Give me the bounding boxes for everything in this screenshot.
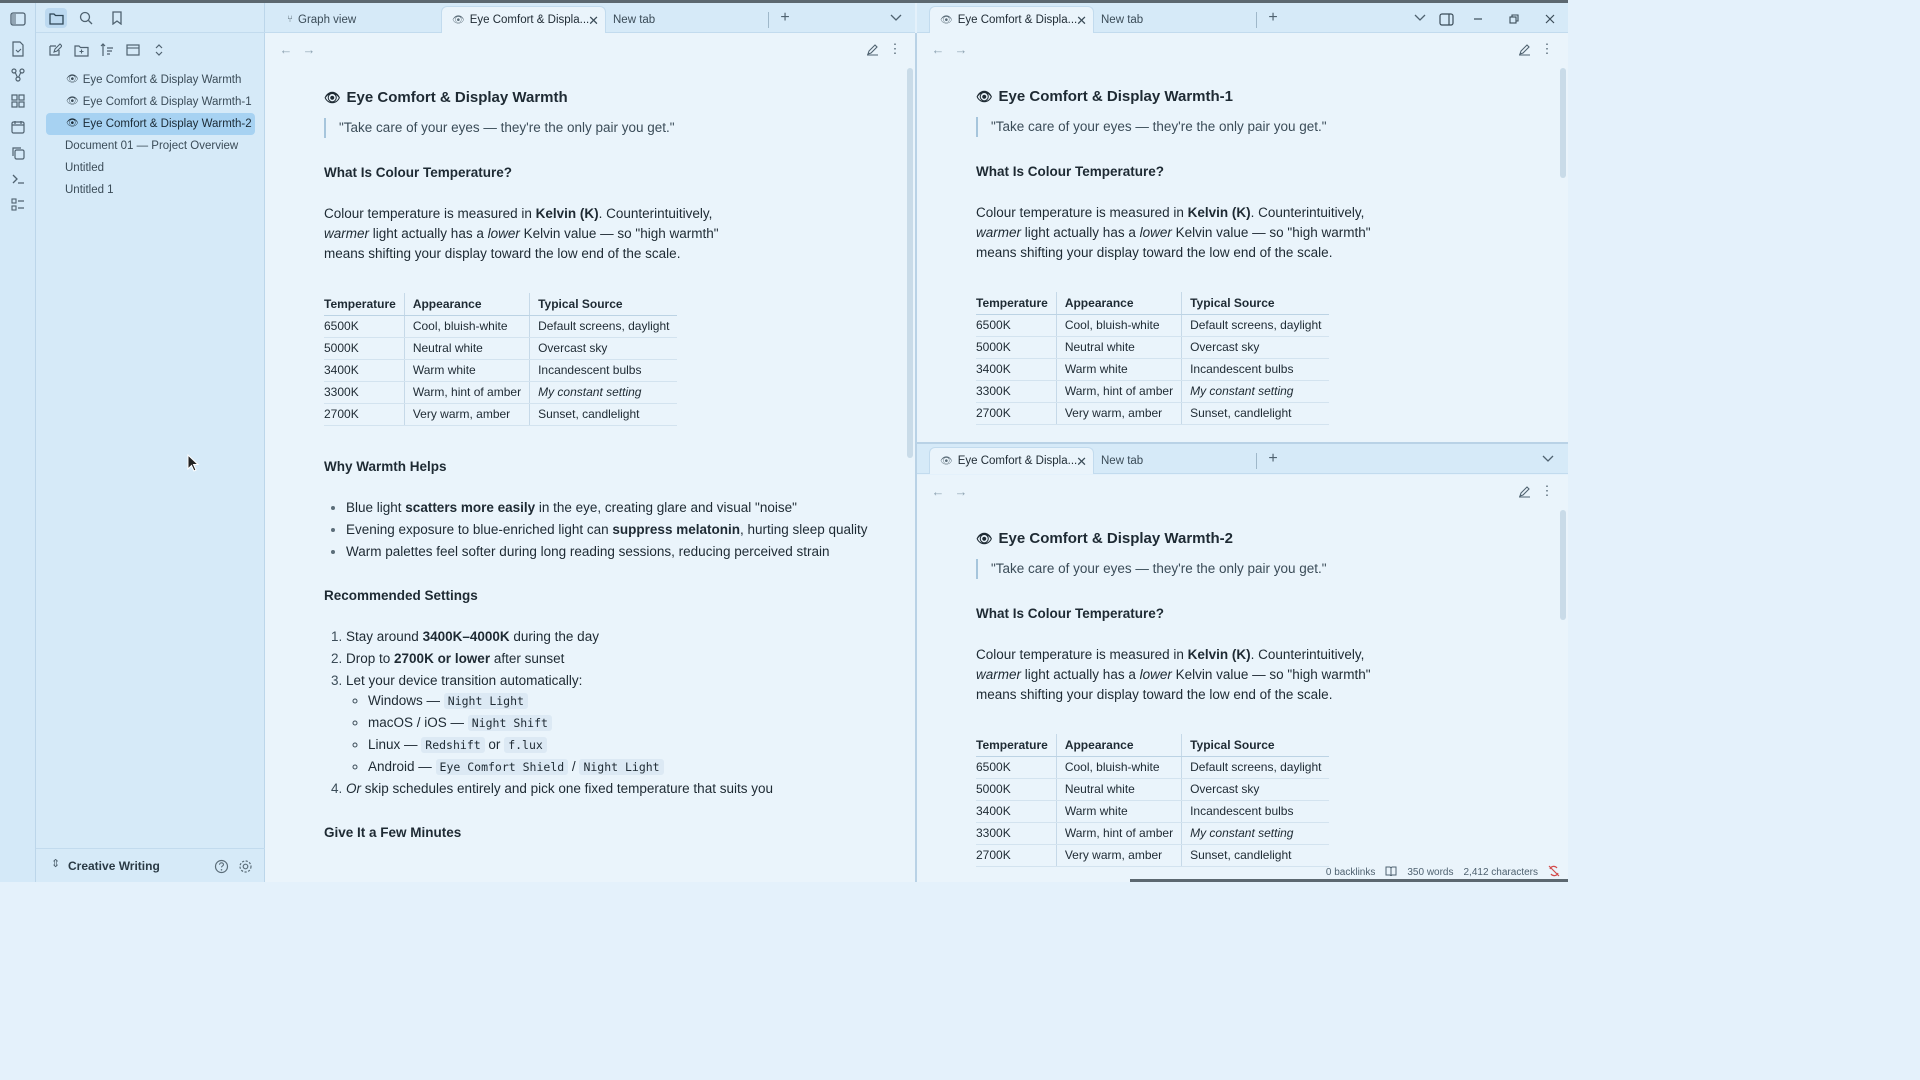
canvas-icon[interactable] <box>8 91 28 111</box>
table-cell: Incandescent bulbs <box>530 359 678 381</box>
table-cell: Cool, bluish-white <box>404 315 529 337</box>
text: Kelvin value — so "high warmth" <box>1171 225 1371 240</box>
tab-separator <box>768 12 769 28</box>
table-cell: 5000K <box>324 337 404 359</box>
graph-icon: ⑂ <box>287 14 293 25</box>
blockquote: "Take care of your eyes — they're the only pair you get." <box>976 559 1536 579</box>
eye-icon: 👁 <box>976 89 993 104</box>
file-label: Untitled <box>65 162 104 174</box>
list-item <box>368 713 884 733</box>
table-row <box>976 822 1329 844</box>
title-text: Eye Comfort & Display Warmth-1 <box>998 88 1234 105</box>
text: Kelvin value — so "high warmth" <box>519 226 719 241</box>
right-sidebar-toggle-icon[interactable] <box>1436 9 1456 29</box>
chevron-down-icon[interactable] <box>1538 449 1558 469</box>
close-window-icon[interactable] <box>1540 9 1560 29</box>
table-row <box>976 800 1329 822</box>
title-text: Eye Comfort & Display Warmth <box>346 89 568 106</box>
eye-icon: 👁 <box>66 118 79 129</box>
eye-icon: 👁 <box>452 14 465 26</box>
text: macOS / iOS — <box>368 714 468 730</box>
text: means shifting your display toward the low end of the scale. <box>324 246 681 261</box>
table-cell: 2700K <box>324 403 404 425</box>
table-header: Typical Source <box>1182 292 1330 314</box>
list-item <box>346 671 884 777</box>
table-cell: My constant setting <box>1182 822 1330 844</box>
table-cell: 6500K <box>976 756 1056 778</box>
text: / <box>568 758 580 774</box>
numbered-list <box>324 627 884 799</box>
tab-eye-comfort-1[interactable] <box>929 6 1094 33</box>
heading-why-warmth: Why Warmth Helps <box>324 458 447 474</box>
tab-separator <box>1256 453 1257 469</box>
eye-icon: 👁 <box>66 96 79 107</box>
heading-colour-temperature: What Is Colour Temperature? <box>976 164 1165 179</box>
right-bottom-tab-bar <box>917 444 1568 474</box>
close-icon[interactable]: ✕ <box>588 13 599 28</box>
note-title <box>976 529 1536 549</box>
table-cell: Very warm, amber <box>1056 844 1181 866</box>
close-icon[interactable]: ✕ <box>1076 13 1087 28</box>
bold-text: Kelvin (K) <box>1187 647 1251 662</box>
table-cell: Warm, hint of amber <box>404 381 529 403</box>
right-top-editor-pane <box>917 33 1568 442</box>
chevron-down-icon[interactable] <box>1410 8 1430 28</box>
table-cell: Cool, bluish-white <box>1056 756 1181 778</box>
bold-text: suppress melatonin <box>612 521 740 537</box>
bold-text: Kelvin (K) <box>535 206 599 221</box>
text: skip schedules entirely and pick one fixed temperature that suits you <box>361 780 773 796</box>
file-label: Eye Comfort & Display Warmth-2 <box>82 118 252 130</box>
file-item-eye-comfort[interactable] <box>46 69 255 91</box>
folder-icon[interactable] <box>45 8 67 28</box>
text: . Counterintuitively, <box>1250 205 1365 220</box>
table-cell: 3400K <box>324 359 404 381</box>
settings-gear-icon[interactable] <box>236 857 254 875</box>
scrollbar[interactable] <box>907 68 913 458</box>
text: means shifting your display toward the low end of the scale. <box>976 245 1333 260</box>
table-cell: Neutral white <box>1056 336 1181 358</box>
view-header <box>265 33 915 63</box>
italic-text: lower <box>487 226 520 241</box>
sidebar-tab-header <box>36 3 265 33</box>
file-explorer-sidebar <box>36 3 265 882</box>
edit-pencil-icon[interactable] <box>863 40 881 58</box>
text: light actually has a <box>1021 225 1140 240</box>
table-cell: Default screens, daylight <box>530 315 678 337</box>
heading-give-it-minutes: Give It a Few Minutes <box>324 824 462 840</box>
right-bottom-editor-pane <box>917 475 1568 882</box>
table-cell: 3300K <box>324 381 404 403</box>
mouse-cursor-icon <box>187 454 199 472</box>
table-row <box>324 337 677 359</box>
tab-label: New tab <box>613 13 656 26</box>
note-content <box>976 87 1536 425</box>
table-cell: Default screens, daylight <box>1182 314 1330 336</box>
italic-text: lower <box>1139 225 1172 240</box>
tab-label: New tab <box>1101 13 1144 26</box>
table-row <box>324 315 677 337</box>
table-row <box>324 403 677 425</box>
bold-text: scatters more easily <box>405 499 536 515</box>
table-header-row <box>324 293 677 315</box>
table-row <box>976 756 1329 778</box>
sidebar-toggle-icon[interactable] <box>8 9 28 29</box>
table-cell: Sunset, candlelight <box>530 403 678 425</box>
table-cell: Neutral white <box>1056 778 1181 800</box>
text: Let your device transition automatically: <box>346 672 583 688</box>
table-cell: Very warm, amber <box>404 403 529 425</box>
text: Drop to <box>346 650 395 666</box>
table-cell: Overcast sky <box>530 337 678 359</box>
back-arrow-icon[interactable]: ← <box>279 41 293 57</box>
file-label: Document 01 — Project Overview <box>65 140 239 152</box>
vault-name[interactable]: Creative Writing <box>68 859 160 873</box>
tab-label: New tab <box>1101 454 1144 467</box>
table-cell: Warm, hint of amber <box>1056 380 1181 402</box>
text: Blue light <box>346 499 406 515</box>
table-row <box>976 358 1329 380</box>
forward-arrow-icon[interactable]: → <box>954 483 968 499</box>
text: Windows — <box>368 692 444 708</box>
table-row <box>976 402 1329 424</box>
text: Stay around <box>346 628 423 644</box>
chevron-down-icon[interactable] <box>886 8 906 28</box>
list-item <box>346 498 884 518</box>
tab-new-tab[interactable] <box>1091 6 1251 33</box>
terminal-icon[interactable] <box>8 169 28 189</box>
minimize-icon[interactable] <box>1468 9 1488 29</box>
view-header <box>917 475 1568 505</box>
table-cell: My constant setting <box>530 381 678 403</box>
right-top-tab-bar <box>917 3 1568 33</box>
table-cell: 5000K <box>976 778 1056 800</box>
restore-icon[interactable] <box>1504 9 1524 29</box>
table-cell: 5000K <box>976 336 1056 358</box>
text: Linux — <box>368 736 422 752</box>
text: light actually has a <box>369 226 488 241</box>
table-header: Appearance <box>404 293 529 315</box>
new-folder-icon[interactable] <box>71 40 91 60</box>
new-tab-plus-icon[interactable]: + <box>780 9 790 26</box>
table-cell: Cool, bluish-white <box>1056 314 1181 336</box>
table-cell: Overcast sky <box>1182 778 1330 800</box>
table-cell: Warm white <box>1056 800 1181 822</box>
table-row <box>976 844 1329 866</box>
file-item-untitled[interactable] <box>46 157 255 179</box>
text: . Counterintuitively, <box>1250 647 1365 662</box>
italic-text: warmer <box>976 225 1022 240</box>
edit-pencil-icon[interactable] <box>1515 40 1533 58</box>
table-cell: Neutral white <box>404 337 529 359</box>
text: or <box>484 736 505 752</box>
list-item <box>346 649 884 669</box>
table-cell: Warm white <box>404 359 529 381</box>
inline-code: f.lux <box>504 737 547 753</box>
eye-icon: 👁 <box>66 74 79 85</box>
file-item-untitled-1[interactable] <box>46 179 255 201</box>
table-cell: 3400K <box>976 358 1056 380</box>
os-list <box>346 691 884 777</box>
graph-view-icon[interactable] <box>8 65 28 85</box>
table-header: Appearance <box>1056 734 1181 756</box>
file-label: Eye Comfort & Display Warmth <box>82 74 242 86</box>
text: Colour temperature is measured in <box>976 647 1188 662</box>
table-cell: Overcast sky <box>1182 336 1330 358</box>
table-cell: 6500K <box>976 314 1056 336</box>
note-content <box>976 529 1536 867</box>
back-arrow-icon[interactable]: ← <box>931 483 945 499</box>
word-count: 350 words <box>1407 866 1454 878</box>
text: after sunset <box>490 650 565 666</box>
tab-new-tab[interactable] <box>603 6 763 33</box>
table-cell: Sunset, candlelight <box>1182 844 1330 866</box>
close-icon[interactable]: ✕ <box>1076 454 1087 469</box>
calendar-icon[interactable] <box>8 117 28 137</box>
eye-icon: 👁 <box>324 90 341 105</box>
ribbon <box>0 3 36 882</box>
text: in the eye, creating glare and visual "noise" <box>535 499 797 515</box>
table-cell: Incandescent bulbs <box>1182 358 1330 380</box>
inline-code: Eye Comfort Shield <box>436 759 569 775</box>
scrollbar[interactable] <box>1560 68 1566 178</box>
tab-label: Eye Comfort & Displa... <box>957 455 1078 467</box>
text: , hurting sleep quality <box>739 521 868 537</box>
list-icon[interactable] <box>8 195 28 215</box>
sync-status-icon[interactable] <box>1548 865 1560 880</box>
table-header: Temperature <box>324 293 404 315</box>
table-header-row <box>976 734 1329 756</box>
italic-text: warmer <box>324 226 370 241</box>
list-item <box>368 735 884 755</box>
inline-code: Redshift <box>421 737 484 753</box>
table-header: Temperature <box>976 292 1056 314</box>
copy-icon[interactable] <box>8 143 28 163</box>
tab-label: Eye Comfort & Displa... <box>469 14 590 26</box>
file-label: Untitled 1 <box>65 184 114 196</box>
text: light actually has a <box>1021 667 1140 682</box>
bold-text: Kelvin (K) <box>1187 205 1251 220</box>
left-editor-pane <box>265 33 915 882</box>
italic-text: lower <box>1139 667 1172 682</box>
blockquote: "Take care of your eyes — they're the only pair you get." <box>976 117 1536 137</box>
backlinks-count[interactable]: 0 backlinks <box>1325 866 1376 878</box>
tab-graph-view[interactable] <box>277 6 427 33</box>
file-item-document-01[interactable] <box>46 135 255 157</box>
new-note-icon[interactable] <box>45 40 65 60</box>
table-cell: Default screens, daylight <box>1182 756 1330 778</box>
note-content <box>324 88 884 843</box>
text: . Counterintuitively, <box>598 206 713 221</box>
back-arrow-icon[interactable]: ← <box>931 41 945 57</box>
text: Colour temperature is measured in <box>976 205 1188 220</box>
tab-label: Graph view <box>298 13 357 26</box>
bookmark-icon[interactable] <box>106 8 128 28</box>
character-count: 2,412 characters <box>1463 866 1538 878</box>
more-options-icon[interactable]: ⋮ <box>1540 41 1554 56</box>
list-item <box>368 691 884 711</box>
text: Android — <box>368 758 436 774</box>
tab-eye-comfort-2[interactable] <box>929 447 1094 474</box>
edit-pencil-icon[interactable] <box>1515 482 1533 500</box>
table-cell: 6500K <box>324 315 404 337</box>
eye-icon: 👁 <box>940 14 953 26</box>
list-item <box>346 520 884 540</box>
scrollbar[interactable] <box>1560 510 1566 620</box>
eye-icon: 👁 <box>940 455 953 467</box>
table-row <box>976 380 1329 402</box>
tab-separator <box>1256 12 1257 28</box>
bullet-list <box>324 498 884 562</box>
help-icon[interactable] <box>212 857 230 875</box>
file-item-eye-comfort-1[interactable] <box>46 91 255 113</box>
table-cell: Very warm, amber <box>1056 402 1181 424</box>
table-header: Appearance <box>1056 292 1181 314</box>
table-row <box>324 359 677 381</box>
heading-colour-temperature: What Is Colour Temperature? <box>976 606 1165 621</box>
new-note-icon[interactable] <box>8 39 28 59</box>
note-title <box>324 88 884 108</box>
note-title <box>976 87 1536 107</box>
horizontal-scrollbar[interactable] <box>1130 879 1568 882</box>
bold-text: 2700K or lower <box>394 650 491 666</box>
temperature-table <box>976 734 1329 867</box>
table-row <box>324 381 677 403</box>
table-cell: 3300K <box>976 822 1056 844</box>
table-cell: 3400K <box>976 800 1056 822</box>
table-header-row <box>976 292 1329 314</box>
table-cell: Warm, hint of amber <box>1056 822 1181 844</box>
paragraph <box>324 204 884 264</box>
vault-switcher-bar <box>36 848 265 882</box>
table-cell: My constant setting <box>1182 380 1330 402</box>
italic-text: Or <box>346 780 361 796</box>
table-row <box>976 336 1329 358</box>
list-item <box>346 779 884 799</box>
view-header <box>917 33 1568 63</box>
tab-label: Eye Comfort & Displa... <box>957 14 1078 26</box>
inline-code: Night Light <box>579 759 663 775</box>
text: during the day <box>509 628 599 644</box>
paragraph <box>976 645 1536 705</box>
vault-switcher-icon[interactable]: ⇕ <box>51 858 61 870</box>
table-cell: Incandescent bulbs <box>1182 800 1330 822</box>
text: Warm palettes feel softer during long reading sessions, reducing perceived strain <box>346 543 830 559</box>
more-options-icon[interactable]: ⋮ <box>888 41 902 56</box>
list-item <box>346 542 884 562</box>
paragraph <box>976 203 1536 263</box>
table-cell: 2700K <box>976 844 1056 866</box>
temperature-table <box>324 293 677 426</box>
inline-code: Night Shift <box>468 715 552 731</box>
search-icon[interactable] <box>75 8 97 28</box>
table-row <box>976 314 1329 336</box>
heading-recommended: Recommended Settings <box>324 587 478 603</box>
table-cell: 2700K <box>976 402 1056 424</box>
table-cell: Sunset, candlelight <box>1182 402 1330 424</box>
table-cell: 3300K <box>976 380 1056 402</box>
collapse-view-icon[interactable] <box>123 40 143 60</box>
heading-colour-temperature: What Is Colour Temperature? <box>324 165 513 180</box>
inline-code: Night Light <box>444 693 528 709</box>
file-item-eye-comfort-2[interactable] <box>46 113 255 135</box>
text: Kelvin value — so "high warmth" <box>1171 667 1371 682</box>
temperature-table <box>976 292 1329 425</box>
bold-text: 3400K–4000K <box>422 628 510 644</box>
table-header: Typical Source <box>530 293 678 315</box>
list-item <box>368 757 884 777</box>
book-icon[interactable] <box>1385 866 1397 879</box>
italic-text: warmer <box>976 667 1022 682</box>
table-header: Typical Source <box>1182 734 1330 756</box>
forward-arrow-icon[interactable]: → <box>954 41 968 57</box>
table-header: Temperature <box>976 734 1056 756</box>
text: means shifting your display toward the low end of the scale. <box>976 687 1333 702</box>
new-tab-plus-icon[interactable]: + <box>1268 450 1278 467</box>
sort-icon[interactable] <box>97 40 117 60</box>
title-text: Eye Comfort & Display Warmth-2 <box>998 530 1234 547</box>
file-list <box>46 69 255 201</box>
left-tab-bar <box>265 3 915 33</box>
new-tab-plus-icon[interactable]: + <box>1268 9 1278 26</box>
text: Evening exposure to blue-enriched light can <box>346 521 613 537</box>
list-item <box>346 627 884 647</box>
text: Colour temperature is measured in <box>324 206 536 221</box>
file-label: Eye Comfort & Display Warmth-1 <box>82 96 252 108</box>
blockquote: "Take care of your eyes — they're the only pair you get." <box>324 118 884 138</box>
table-row <box>976 778 1329 800</box>
tab-eye-comfort[interactable] <box>441 6 606 33</box>
eye-icon: 👁 <box>976 531 993 546</box>
table-cell: Warm white <box>1056 358 1181 380</box>
forward-arrow-icon[interactable]: → <box>302 41 316 57</box>
expand-collapse-icon[interactable] <box>149 40 169 60</box>
more-options-icon[interactable]: ⋮ <box>1540 483 1554 498</box>
tab-new-tab[interactable] <box>1091 447 1251 474</box>
